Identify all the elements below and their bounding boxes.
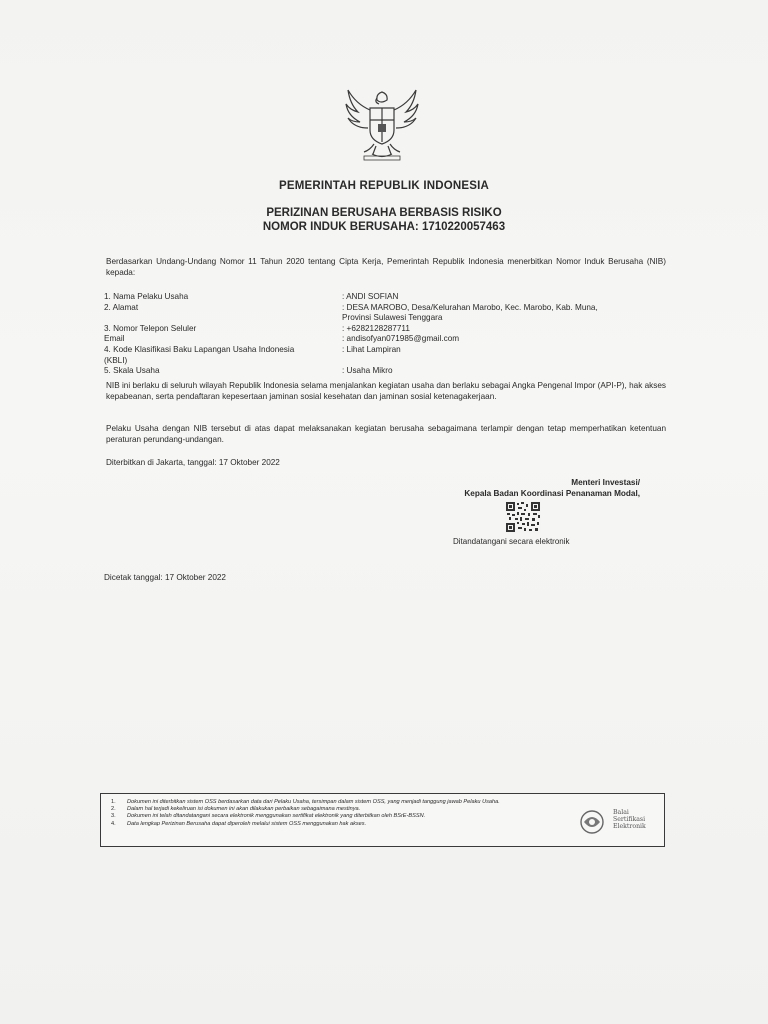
- note-text: Dokumen ini diterbitkan sistem OSS berdasarkan data dari Pelaku Usaha, tersimpan dalam sistem OSS, yang menjadi tanggung jawab Pelaku Usaha.: [127, 799, 500, 805]
- note-item: [109, 806, 579, 813]
- field-label: 5. Skala Usaha: [104, 366, 160, 376]
- note-number: 4.: [111, 820, 116, 827]
- government-title: PEMERINTAH REPUBLIK INDONESIA: [278, 180, 490, 192]
- field-value: Provinsi Sulawesi Tenggara: [342, 313, 443, 323]
- qr-code-icon: [505, 501, 541, 533]
- bsre-line: Balai: [613, 809, 629, 816]
- note-item: [109, 799, 579, 806]
- bsre-emblem-icon: [576, 808, 608, 836]
- field-label: 2. Alamat: [104, 302, 139, 312]
- field-label: (KBLI): [104, 355, 128, 365]
- note-text: Dalam hal terjadi kekeliruan isi dokumen ini akan dilakukan perbaikan sebagaimana mestinya.: [127, 806, 361, 813]
- field-value: : DESA MAROBO, Desa/Kelurahan Marobo, Kec. Marobo, Kab. Muna,: [342, 302, 598, 312]
- field-value: : Lihat Lampiran: [342, 344, 401, 354]
- field-value: : ANDI SOFIAN: [342, 292, 399, 301]
- field-label: 4. Kode Klasifikasi Baku Lapangan Usaha Indonesia: [104, 344, 295, 354]
- field-value: : +6282128287711: [342, 323, 410, 333]
- note-item: [109, 821, 579, 828]
- bsre-line: Sertifikasi: [613, 816, 646, 823]
- note-text: Data lengkap Perizinan Berusaha dapat diperoleh melalui sistem OSS menggunakan hak akses.: [127, 820, 367, 827]
- field-value: : Usaha Mikro: [342, 366, 393, 376]
- note-text: Dokumen ini telah ditandatangani secara elektronik menggunakan sertifikat elektronik yang diterbitkan oleh BSrE-BSSN.: [127, 813, 426, 820]
- bsre-logo-text: [613, 809, 646, 830]
- note-number: 1.: [111, 799, 116, 805]
- document-title: PERIZINAN BERUSAHA BERBASIS RISIKO: [266, 207, 502, 219]
- nib-statement: NIB ini berlaku di seluruh wilayah Republik Indonesia selama menjalankan kegiatan usaha dan berlaku sebagai Angka Pengenal Impor (API-P), hak akses kepabeanan, serta pendaftaran kepesertaan jaminan sosial kesehatan dan jaminan sosial ketenagakerjaan.: [106, 381, 666, 401]
- signatory-agency: Kepala Badan Koordinasi Penanaman Modal,: [464, 489, 640, 498]
- field-label: 1. Nama Pelaku Usaha: [104, 292, 189, 301]
- intro-paragraph: Berdasarkan Undang-Undang Nomor 11 Tahun 2020 tentang Cipta Kerja, Pemerintah Republik Indonesia menerbitkan Nomor Induk Berusaha (NIB) kepada:: [106, 257, 666, 277]
- field-label: 3. Nomor Telepon Seluler: [104, 323, 197, 333]
- issued-date: Diterbitkan di Jakarta, tanggal: 17 Oktober 2022: [106, 458, 280, 467]
- signatory-title: Menteri Investasi/: [571, 478, 640, 487]
- nib-number: NOMOR INDUK BERUSAHA: 1710220057463: [262, 221, 506, 233]
- note-item: [109, 813, 579, 820]
- electronic-signature-note: Ditandatangani secara elektronik: [453, 537, 570, 546]
- garuda-emblem-icon: [340, 84, 424, 168]
- notes-list: [109, 799, 579, 828]
- bsre-line: Elektronik: [613, 823, 646, 830]
- notes-box: [100, 793, 665, 847]
- note-number: 3.: [111, 813, 116, 820]
- note-number: 2.: [111, 806, 116, 813]
- pelaku-statement: Pelaku Usaha dengan NIB tersebut di atas dapat melaksanakan kegiatan berusaha sebagaimana terlampir dengan tetap memperhatikan ketentuan peraturan perundang-undangan.: [106, 424, 666, 444]
- field-value: : andisofyan071985@gmail.com: [342, 334, 460, 344]
- printed-date: Dicetak tanggal: 17 Oktober 2022: [104, 573, 226, 582]
- field-label: Email: [104, 334, 125, 344]
- bsre-logo-icon: [576, 808, 661, 836]
